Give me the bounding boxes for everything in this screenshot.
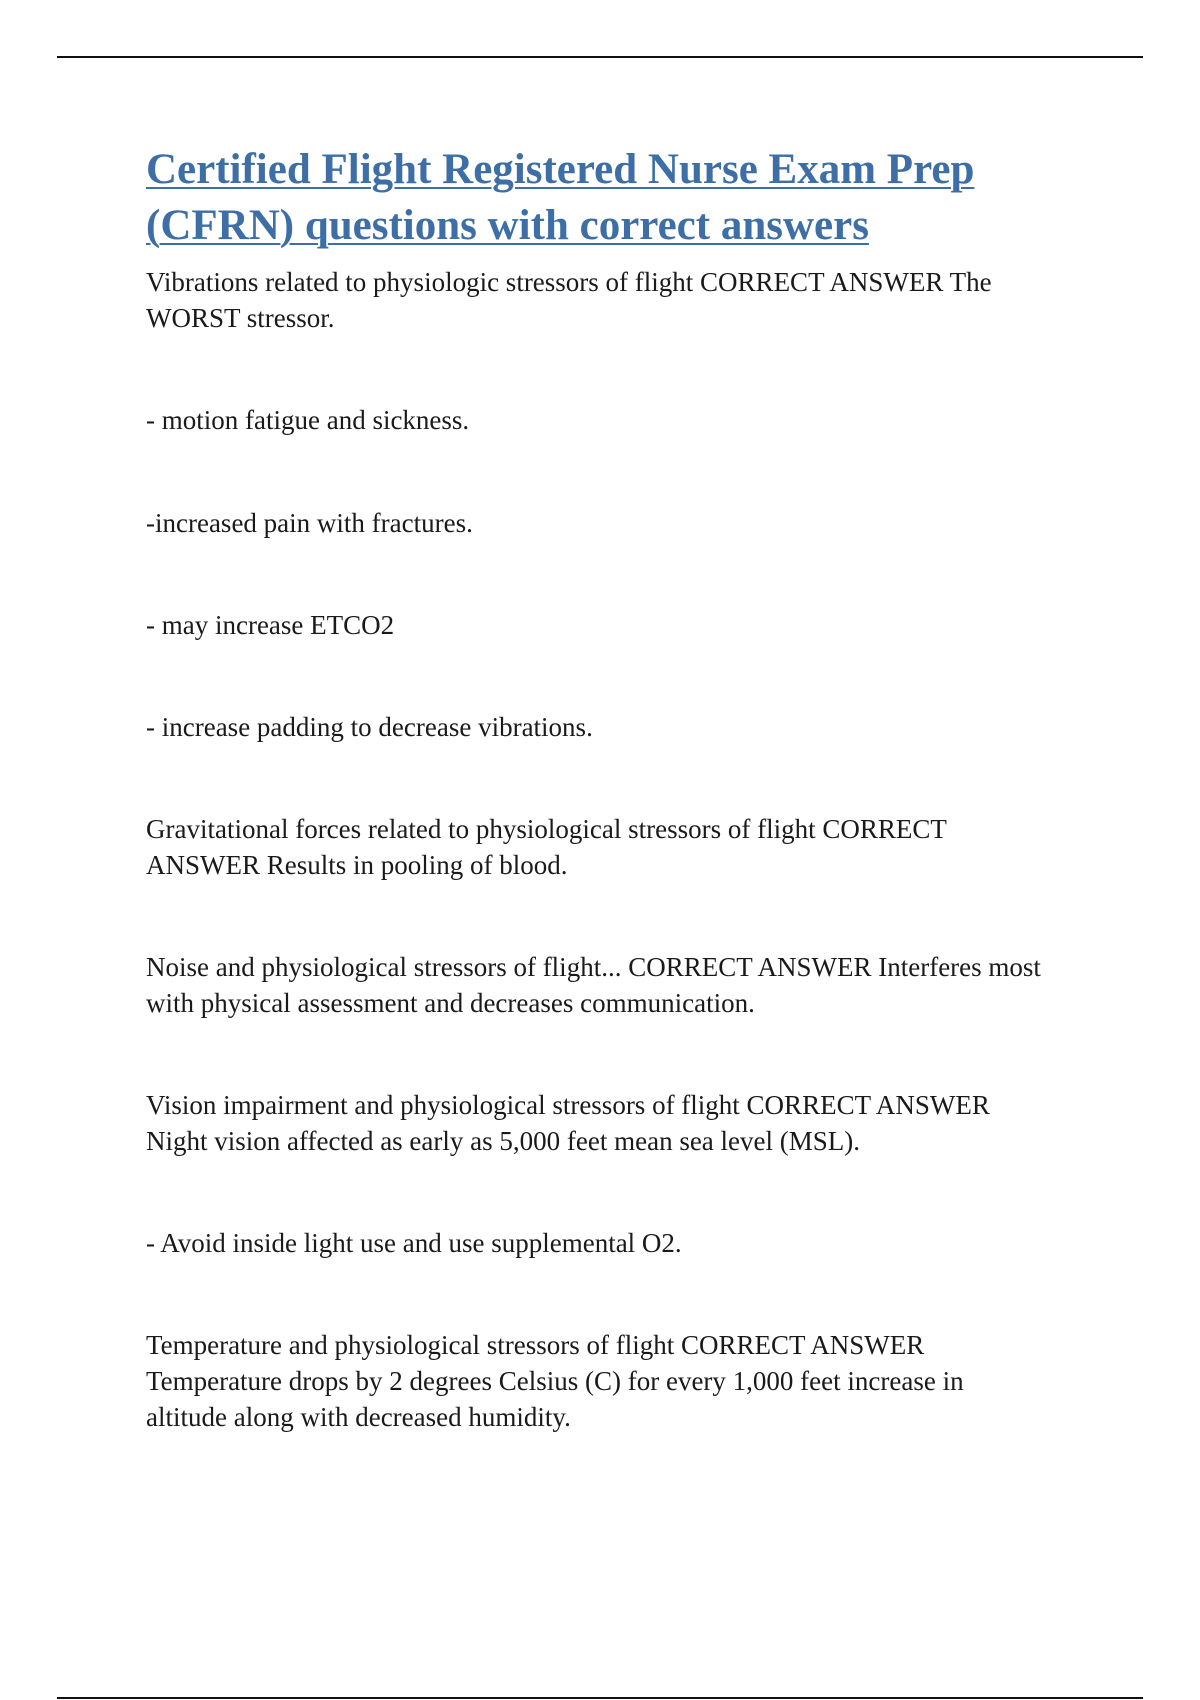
document-title: Certified Flight Registered Nurse Exam Prep (CFRN) questions with correct answers	[146, 146, 975, 249]
paragraph-motion-fatigue: - motion fatigue and sickness.	[146, 405, 470, 435]
header-rule	[57, 56, 1143, 58]
paragraph-padding: - increase padding to decrease vibrations.	[146, 712, 593, 742]
paragraph-gravitational: Gravitational forces related to physiological stressors of flight CORRECT ANSWER Results in pooling of blood.	[146, 814, 947, 880]
paragraph-temperature: Temperature and physiological stressors of flight CORRECT ANSWER Temperature drops by 2 degrees Celsius (C) for every 1,000 feet increase in altitude along with decreased humidity.	[146, 1330, 964, 1432]
paragraph-noise: Noise and physiological stressors of flight... CORRECT ANSWER Interferes most with physical assessment and decreases communication.	[146, 952, 1041, 1018]
paragraph-vibrations: Vibrations related to physiologic stressors of flight CORRECT ANSWER The WORST stressor.	[146, 267, 992, 333]
paragraph-inside-light: - Avoid inside light use and use supplemental O2.	[146, 1228, 682, 1258]
paragraph-increased-pain: -increased pain with fractures.	[146, 508, 473, 538]
document-body	[146, 142, 1106, 1435]
paragraph-etco2: - may increase ETCO2	[146, 610, 395, 640]
paragraph-vision: Vision impairment and physiological stressors of flight CORRECT ANSWER Night vision affected as early as 5,000 feet mean sea level (MSL).	[146, 1090, 990, 1156]
footer-rule	[57, 1697, 1143, 1699]
